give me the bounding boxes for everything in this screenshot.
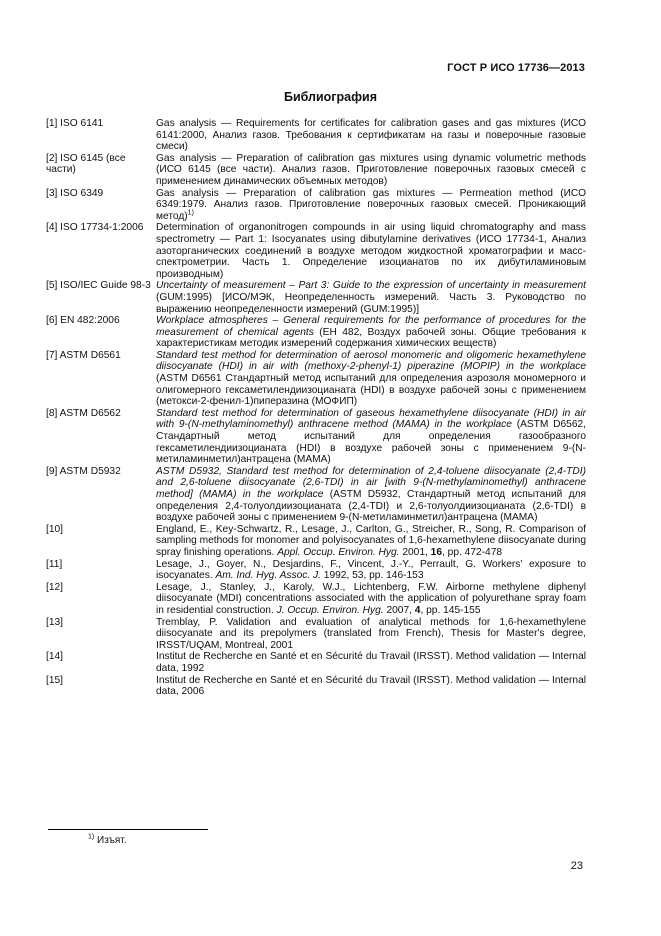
reference-text-part: (ЕН 482, Воздух рабочей зоны. Общие требования к характеристикам методик измерений содержания химических веществ) xyxy=(156,326,586,350)
reference-text xyxy=(156,188,586,223)
reference-item xyxy=(40,582,586,617)
reference-text xyxy=(156,118,586,153)
footnote-mark: 1) xyxy=(88,833,95,841)
reference-text-part: England, E., Key-Schwartz, R., Lesage, J., Carlton, G., Streicher, R., Song, R. Comparison of sampling methods for monomer and polyisocyanates of 1,6-hexamethylene diisocyanate during spray finishing operations. xyxy=(156,523,586,558)
reference-text-part: , pp. 145-155 xyxy=(420,604,481,616)
reference-text-part: Determination of organonitrogen compounds in air using liquid chromatography and mass spectrometry — Part 1: Isocyanates using dibutylamine derivatives (ИСО 17734-1, Анализ азоторганических соединений в воздухе методом жидкостной хроматографии и масс-спектрометрии. Часть 1. Определение изоцианатов по их дибутиламиновым производным) xyxy=(156,222,586,280)
reference-label: [7] ASTM D6561 xyxy=(46,349,121,361)
reference-text xyxy=(156,651,586,674)
reference-label: [14] xyxy=(46,651,63,663)
reference-text xyxy=(156,466,586,524)
reference-text xyxy=(156,222,586,280)
reference-text-part: (ASTM D6562, Стандартный метод испытаний для определения газообразного гексаметилендиизоцианата (HDI) в воздухе рабочей зоны с применением 9-(N-метиламинметил)антрацена (MAMA) xyxy=(156,419,586,466)
reference-text xyxy=(156,350,586,408)
reference-text-part: 1992, 53, pp. 146-153 xyxy=(320,570,424,582)
reference-text-part: Institut de Recherche en Santé et en Sécurité du Travail (IRSST). Method validation — Internal data, 2006 xyxy=(156,674,586,698)
bibliography-title: Библиография xyxy=(283,90,378,104)
reference-text xyxy=(156,315,586,350)
reference-text xyxy=(156,153,586,188)
reference-item xyxy=(40,408,586,466)
reference-text-part: Uncertainty of measurement – Part 3: Guide to the expression of uncertainty in measurement xyxy=(156,280,586,292)
reference-text-part: Lesage, J., Stanley, J., Karoly, W.J., Lichtenberg, F.W. Airborne methylene diphenyl diisocyanate (MDI) concentrations associated with the application of polyurethane spray foam in residential construction. xyxy=(156,581,586,616)
reference-text-part: J. Occup. Environ. Hyg. xyxy=(276,604,384,616)
reference-item xyxy=(40,222,586,280)
reference-item xyxy=(40,280,586,315)
reference-text-part: Am. Ind. Hyg. Assoc. J. xyxy=(215,570,321,582)
reference-item xyxy=(40,350,586,408)
reference-item xyxy=(40,524,586,559)
reference-text-part: 16 xyxy=(430,546,442,558)
reference-item xyxy=(40,466,586,524)
reference-label: [12] xyxy=(46,581,63,593)
reference-item xyxy=(40,651,586,674)
reference-label: [5] ISO/IEC Guide 98-3 xyxy=(46,280,151,292)
reference-text-part: Lesage, J., Goyer, N., Desjardins, F., Vincent, J.-Y., Perrault, G. Workers' exposure to isocyanates. xyxy=(156,558,586,582)
reference-text-part: (GUM:1995) [ИСО/МЭК, Неопределенность измерений. Часть 3. Руководство по выражению неопределенности измерений (GUM:1995)] xyxy=(156,291,586,315)
reference-text-part: , pp. 472-478 xyxy=(442,546,503,558)
reference-text xyxy=(156,408,586,466)
reference-label: [8] ASTM D6562 xyxy=(46,407,121,419)
reference-text-part: Appl. Occup. Environ. Hyg. xyxy=(277,546,400,558)
reference-label: [15] xyxy=(46,674,63,686)
reference-text-part: Tremblay, P. Validation and evaluation of analytical methods for 1,6-hexamethylene diisocyanate and its prepolymers (translated from French), Thesis for Master's degree, IRSST/UQAM, Montreal, 2001 xyxy=(156,616,586,651)
reference-text-part: Gas analysis — Preparation of calibration gas mixtures — Permeation method (ИСО 6349:1979. Анализ газов. Приготовление поверочных газовых смесей. Проникающий метод) xyxy=(156,187,586,222)
reference-text xyxy=(156,675,586,698)
reference-label: [4] ISO 17734-1:2006 xyxy=(46,222,144,234)
reference-item xyxy=(40,315,586,350)
reference-text-part: (ASTM D6561 Стандартный метод испытаний для определения аэрозоля мономерного и олигомерного гексаметилендиизоцианата (HDI) в воздухе рабочей зоны с применением (метокси-2-фенил-1)пиперазина (МОФИП) xyxy=(156,373,586,408)
reference-text-part: Gas analysis — Requirements for certificates for calibration gases and gas mixtures (ИСО 6141:2000, Анализ газов. Требования к сертификатам на газы и поверочные газовые смеси) xyxy=(156,118,586,153)
reference-label: [1] ISO 6141 xyxy=(46,118,104,129)
reference-label: [9] ASTM D5932 xyxy=(46,465,121,477)
reference-text-part: Gas analysis — Preparation of calibration gas mixtures using dynamic volumetric methods (ИСО 6145 (все части). Анализ газов. Приготовление поверочных газовых смесей с применением динамических объемных методов) xyxy=(156,152,586,187)
reference-text xyxy=(156,559,586,582)
reference-text-part: Standard test method for determination of gaseous hexamethylene diisocyanate (HDI) in air with 9-(N-methylaminomethyl) anthracene method (MAMA) in the workplace xyxy=(156,407,586,431)
reference-text-part: 4 xyxy=(414,604,421,616)
reference-label: [13] xyxy=(46,616,63,628)
footnote-text: Изъят. xyxy=(94,835,127,846)
reference-text-part: 1) xyxy=(187,209,194,217)
reference-text-part: (ASTM D5932, Стандартный метод испытаний для определения 2,4-толуолдиизоцианата (2,4-TDI) и 2,6-толуолдиизоцианата (2,6-TDI) в воздухе рабочей зоны с применением 9-(N-метиламинметил)антрацена (MAMA) xyxy=(156,489,586,524)
reference-label: [10] xyxy=(46,523,63,535)
reference-label: [2] ISO 6145 (все части) xyxy=(46,152,126,176)
reference-item xyxy=(40,188,586,223)
reference-text xyxy=(156,582,586,617)
reference-text xyxy=(156,280,586,315)
reference-text-part: 2001, xyxy=(399,546,431,558)
reference-text-part: Standard test method for determination of aerosol monomeric and oligomeric hexamethylene diisocyanate (HDI) in air with (methoxy-2-phenyl-1) piperazine (MOPIP) in the workplace xyxy=(156,349,586,373)
reference-list xyxy=(40,118,586,698)
reference-text xyxy=(156,617,586,652)
reference-text-part: ASTM D5932, Standard test method for determination of 2,4-toluene diisocyanate (2,4-TDI) and 2,6-toluene diisocyanate (2,6-TDI) in air [with 9-(N-methylaminomethyl) anthracene method] (MAMA) in the workplace xyxy=(156,465,586,500)
reference-text-part: Institut de Recherche en Santé et en Sécurité du Travail (IRSST). Method validation — Internal data, 1992 xyxy=(156,651,586,674)
reference-item xyxy=(40,118,586,153)
footnote-divider xyxy=(48,829,208,830)
reference-text xyxy=(156,524,586,559)
reference-item xyxy=(40,559,586,582)
reference-item xyxy=(40,617,586,652)
reference-label: [3] ISO 6349 xyxy=(46,187,104,199)
reference-item xyxy=(40,675,586,698)
reference-label: [6] EN 482:2006 xyxy=(46,315,120,327)
reference-text-part: 2007, xyxy=(383,604,415,616)
reference-item xyxy=(40,153,586,188)
reference-label: [11] xyxy=(46,558,63,570)
page-number: 23 xyxy=(570,860,583,872)
document-header: ГОСТ Р ИСО 17736—2013 xyxy=(447,62,585,74)
footnote xyxy=(88,835,126,846)
reference-text-part: Workplace atmospheres – General requirements for the performance of procedures for the measurement of chemical agents xyxy=(156,315,586,338)
